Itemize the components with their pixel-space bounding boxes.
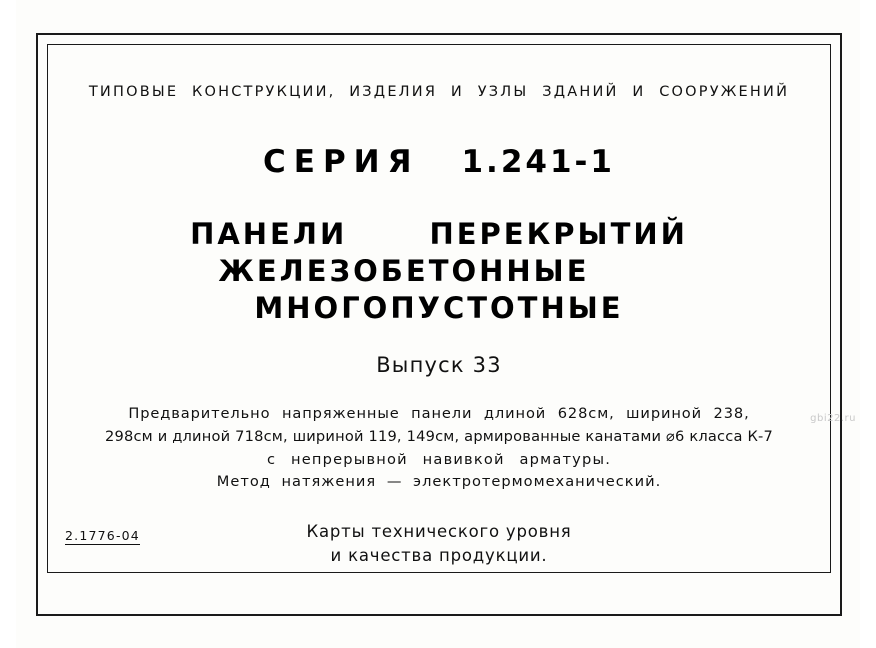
scan-edge-right	[860, 0, 876, 648]
quality-cards-line-1: Карты технического уровня	[306, 521, 572, 541]
issue-number: Выпуск 33	[376, 353, 502, 378]
series-line	[47, 144, 831, 180]
page-title	[47, 216, 831, 327]
title-word-perekrytiy: ПЕРЕКРЫТИЙ	[429, 217, 688, 251]
description-line-1: Предварительно напряженные панели длиной 628см, шириной 238,	[128, 405, 750, 423]
quality-cards-block	[47, 520, 831, 568]
title-word-zhelezobetonnye: ЖЕЛЕЗОБЕТОННЫЕ	[218, 254, 590, 289]
description-line-2: 298см и длиной 718см, шириной 119, 149см, армированные канатами ⌀6 класса К-7	[104, 427, 773, 445]
watermark: gbi22.ru	[810, 413, 856, 424]
series-number: 1.241-1	[461, 144, 615, 180]
scan-edge-left	[0, 0, 16, 648]
quality-cards-line-2: и качества продукции.	[330, 545, 548, 565]
title-word-paneli: ПАНЕЛИ	[190, 217, 348, 251]
title-word-mnogopustotnye: МНОГОПУСТОТНЫЕ	[254, 291, 624, 326]
series-label: СЕРИЯ	[263, 144, 420, 180]
description-line-3: с непрерывной навивкой арматуры.	[266, 450, 612, 468]
header-line: ТИПОВЫЕ КОНСТРУКЦИИ, ИЗДЕЛИЯ И УЗЛЫ ЗДАНИЙ И СООРУЖЕНИЙ	[88, 84, 790, 100]
document-code: 2.1776-04	[65, 528, 140, 543]
title-block-content	[47, 44, 831, 573]
description-block	[47, 403, 831, 493]
description-line-4: Метод натяжения — электротермомеханический.	[216, 473, 662, 491]
